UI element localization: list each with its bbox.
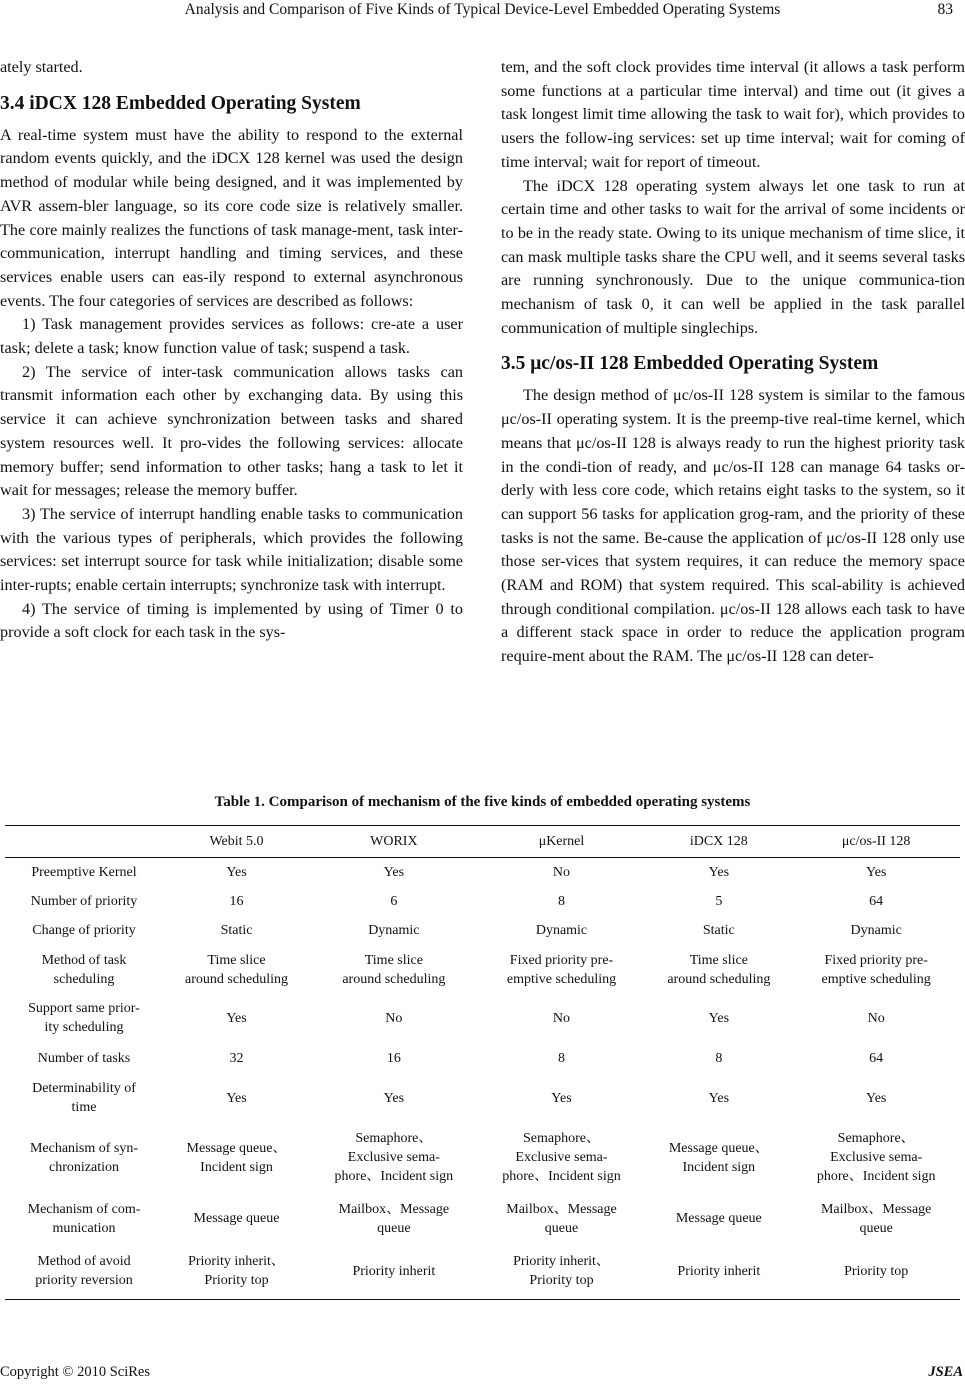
table-cell: Priority inherit、 Priority top (513, 1254, 610, 1289)
table-row-label: Method of task scheduling (41, 952, 127, 987)
table-row-label: Support same prior- ity scheduling (28, 1001, 140, 1035)
paragraph: The iDCX 128 operating system always let one task to run at certain time and other tasks to wait for the arrival of some incidents or to be in the ready state. Owing to its unique mechanism of time slice, it can mask multiple tasks share the CPU well, and it seems several tasks are running synchronously. Due to the unique communica-tion mechanism of task 0, it can well be applied in the task parallel communication of multiple singlechips. (501, 176, 965, 337)
table-cell: Dynamic (850, 922, 902, 938)
table-cell: Yes (865, 864, 887, 880)
table-cell: Yes (383, 864, 405, 880)
table-cell: Priority inherit (352, 1263, 436, 1279)
table-cell: Priority inherit (677, 1263, 761, 1279)
table-header-cell: iDCX 128 (689, 834, 748, 849)
table-cell: Yes (226, 1010, 247, 1026)
table-header-cell (5, 826, 163, 858)
table-cell: Static (220, 922, 253, 938)
running-title: Analysis and Comparison of Five Kinds of Typical Device-Level Embedded Operating Systems (184, 1, 781, 18)
page-number: 83 (937, 1, 953, 18)
table-cell: Message queue、 Incident sign (668, 1140, 769, 1175)
table-cell: Priority inherit、 Priority top (188, 1254, 285, 1289)
table-row (5, 916, 960, 945)
table-cell: 64 (869, 1050, 884, 1066)
table-cell: No (552, 864, 571, 880)
table-row (5, 945, 960, 995)
table-cell: Yes (383, 1090, 405, 1106)
running-header (0, 0, 965, 24)
table-cell: Yes (865, 1090, 887, 1106)
table-cell: Dynamic (535, 922, 588, 938)
table-cell: Semaphore、 Exclusive sema- phore、Incident sign (502, 1131, 621, 1184)
table-header-cell: Webit 5.0 (209, 834, 264, 849)
table-cell: Mailbox、Message queue (506, 1201, 617, 1236)
table-cell: Semaphore、 Exclusive sema- phore、Incident sign (334, 1131, 454, 1184)
paragraph: A real-time system must have the ability to respond to the external random events quickly, and the iDCX 128 kernel was used the design method of modular while being designed, and it was implemented by AVR assem-bler language, so its core code size is relatively smaller. The core mainly realizes the functions of task manage-ment, task inter-communication, interrupt handling and timing services, and these services enable users can eas-ily respond to external asynchronous events. The four categories of services are described as follows: (0, 125, 463, 310)
table-cell: Dynamic (368, 922, 420, 938)
paragraph: 4) The service of timing is implemented by using of Timer 0 to provide a soft clock for each task in the sys- (0, 599, 463, 642)
table-row-label: Number of tasks (37, 1050, 131, 1066)
table-row (5, 1042, 960, 1075)
table-cell: 5 (715, 893, 723, 909)
comparison-table (5, 825, 960, 1300)
table-cell: 32 (229, 1050, 244, 1066)
paragraph: 1) Task management provides services as follows: cre-ate a user task; delete a task; know function value of task; suspend a task. (0, 315, 463, 358)
table-row-label: Determinability of time (32, 1081, 136, 1115)
table-cell: No (552, 1010, 571, 1026)
left-column (0, 56, 463, 645)
table-cell: Yes (708, 1090, 730, 1106)
table-cell: Yes (708, 864, 730, 880)
table-header-row (5, 826, 960, 858)
table-cell: Static (702, 922, 735, 938)
table-cell: Yes (226, 1090, 247, 1106)
table-header-cell: μc/os-II 128 (841, 834, 911, 849)
table-header-cell: μKernel (538, 834, 585, 849)
table-row-label: Number of priority (30, 893, 138, 909)
paragraph: tem, and the soft clock provides time interval (it allows a task perform some functions at a particular time interval) and time out (it gives a task longest limit time allowing the task to wait for), which provides to users the follow-ing services: set up time interval; wait for coming of time interval; wait for report of timeout. (501, 58, 965, 171)
table-row (5, 995, 960, 1042)
table-cell: Fixed priority pre- emptive scheduling (506, 952, 617, 987)
copyright-notice: Copyright © 2010 SciRes (0, 1364, 150, 1380)
table-row (5, 887, 960, 916)
table-cell: Message queue (675, 1211, 762, 1226)
table-cell: No (867, 1010, 885, 1026)
table-row-label: Mechanism of syn- chronization (29, 1140, 139, 1175)
table-cell: 6 (390, 893, 398, 909)
table-row (5, 858, 960, 887)
table-caption: Table 1. Comparison of mechanism of the five kinds of embedded operating systems (214, 794, 751, 810)
paragraph-continuation: ately started. (0, 58, 83, 76)
section-heading-3-4: 3.4 iDCX 128 Embedded Operating System (0, 92, 361, 114)
table-body (5, 858, 960, 1300)
table-row-label: Change of priority (32, 922, 136, 938)
table-cell: Yes (551, 1090, 572, 1106)
table-row (5, 1194, 960, 1244)
table-cell: 8 (557, 1050, 565, 1066)
table-cell: 16 (229, 893, 244, 909)
table-cell: 8 (557, 893, 565, 909)
table-row-label: Preemptive Kernel (31, 864, 137, 880)
journal-abbreviation: JSEA (928, 1364, 963, 1380)
paragraph: 2) The service of inter-task communication allows tasks can transmit information each other by exchanging data. By using this service it can achieve synchronization between tasks and shared system resources well. It pro-vides the following services: allocate memory buffer; send information to other tasks; hang a task to let it wait for messages; release the memory buffer. (0, 362, 463, 500)
right-column (501, 56, 965, 669)
table-cell: Time slice around scheduling (185, 952, 289, 987)
table-cell: 8 (715, 1050, 723, 1066)
table-cell: Message queue (193, 1211, 280, 1226)
section-heading-3-5: 3.5 μc/os-II 128 Embedded Operating System (501, 353, 879, 375)
table-cell: Semaphore、 Exclusive sema- phore、Incident sign (816, 1131, 936, 1184)
table-cell: Time slice around scheduling (667, 952, 771, 987)
paragraph: The design method of μc/os-II 128 system is similar to the famous μc/os-II operating system. It is the preemp-tive real-time kernel, which means that μc/os-II 128 is always ready to run the highest priority task in the condi-tion of ready, and μc/os-II 128 can manage 64 tasks or-derly with less core code, which retains eight tasks to the system, so it can support 56 tasks for application grog-ram, and the priority of these tasks is not the same. Be-cause the application of μc/os-II 128 only use those ser-vices that system requires, it can reduce the memory space (RAM and ROM) that system required. This scal-ability is achieved through conditional compilation. μc/os-II 128 allows each task to have a different stack space in order to reduce the application program require-ment about the RAM. The μc/os-II 128 can deter- (501, 386, 965, 666)
table-cell: No (385, 1010, 403, 1026)
table-row (5, 1122, 960, 1194)
table-header-cell: WORIX (370, 834, 418, 849)
paragraph: 3) The service of interrupt handling enable tasks to communication with the various types of peripherals, which provides the following services: set interrupt source for task while initialization; disable some inter-rupts; enable certain interrupts; synchronize task with interrupt. (0, 504, 463, 595)
table-cell: Message queue、 Incident sign (186, 1140, 287, 1175)
table-cell: Time slice around scheduling (342, 952, 446, 987)
table-row (5, 1075, 960, 1122)
table-row-label: Method of avoid priority reversion (35, 1254, 133, 1289)
table-cell: Fixed priority pre- emptive scheduling (821, 952, 931, 987)
table-cell: Priority top (844, 1263, 909, 1279)
table-cell: 16 (386, 1050, 401, 1066)
table-cell: Mailbox、Message queue (820, 1201, 932, 1236)
table-row (5, 1244, 960, 1300)
table-cell: 64 (869, 893, 884, 909)
table-cell: Yes (226, 864, 247, 880)
table-cell: Yes (708, 1010, 730, 1026)
table-row-label: Mechanism of com- munication (27, 1201, 141, 1236)
table-cell: Mailbox、Message queue (338, 1201, 450, 1236)
